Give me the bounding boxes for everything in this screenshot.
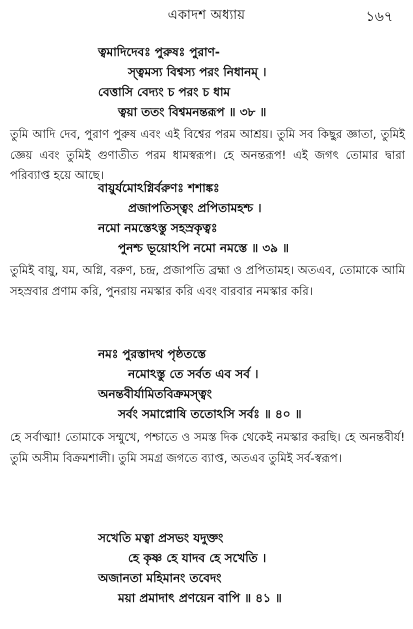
translation-39: তুমিই বায়ু, যম, অগ্নি, বরুণ, চন্দ্র, প্রজাপতি ব্রহ্মা ও প্রপিতামহ। অতএব, তোমাকে আমি সহস্রবার প্রণাম করি, পুনরায় নমস্কার করি এবং বারবার নমস্কার করি। (10, 263, 405, 298)
verse-line: বায়ুর্যমোঽগ্নির্বরুণঃ শশাঙ্কঃ (98, 181, 220, 195)
verse-39 (0, 178, 413, 258)
verse-line: সখেতি মত্বা প্রসভং যদুক্তং (98, 531, 224, 545)
chapter-title: একাদশ অধ্যায় (167, 8, 246, 23)
verse-line: ত্বয়া ততং বিশ্বমনন্তরূপ ॥ ৩৮ ॥ (118, 105, 267, 119)
verse-41 (0, 528, 413, 608)
verse-line: বেত্তাসি বেদ্যং চ পরং চ ধাম (98, 85, 231, 99)
translation-40: হে সর্বাত্মা! তোমাকে সম্মুখে, পশ্চাতে ও সমস্ত দিক থেকেই নমস্কার করছি। হে অনন্তবীর্য! তুমি অসীম বিক্রমশালী। তুমি সমগ্র জগতে ব্যাপ্ত, অতএব তুমিই সর্ব-স্বরূপ। (10, 430, 405, 465)
verse-line: অনন্তবীর্যামিতবিক্রমস্ত্বং (98, 387, 212, 401)
verse-line: নমো নমস্তেঽস্তু সহস্রকৃত্বঃ (98, 221, 218, 235)
verse-line: অজানতা মহিমানং তবেদং (98, 571, 222, 585)
verse-line: স্ত্বমস্য বিশ্বস্য পরং নিধানম্ । (128, 65, 267, 79)
page-header (0, 6, 413, 26)
verse-line: নমঃ পুরস্তাদথ পৃষ্ঠতস্তে (98, 347, 206, 361)
verse-line: ময়া প্রমাদাৎ প্রণয়েন বাপি ॥ ৪১ ॥ (118, 591, 282, 605)
verse-line: সর্বং সমাপ্নোষি ততোঽসি সর্বঃ ॥ ৪০ ॥ (118, 407, 302, 421)
verse-40 (0, 344, 413, 424)
verse-line: পুনশ্চ ভূয়োঽপি নমো নমস্তে ॥ ৩৯ ॥ (118, 241, 289, 255)
page-number: ১৬৭ (365, 9, 393, 25)
translation-38: তুমি আদি দেব, পুরাণ পুরুষ এবং এই বিশ্বের পরম আশ্রয়। তুমি সব কিছুর জ্ঞাতা, তুমিই জ্ঞেয় এবং তুমিই গুণাতীত পরম ধামস্বরূপ। হে অনন্তরূপ! এই জগৎ তোমার দ্বারা পরিব্যাপ্ত হয়ে আছে। (10, 127, 405, 182)
verse-line: নমোঽস্তু তে সর্বত এব সর্ব । (128, 367, 259, 381)
verse-line: ত্বমাদিদেবঃ পুরুষঃ পুরাণ- (98, 45, 220, 59)
verse-38 (0, 42, 413, 122)
verse-line: হে কৃষ্ণ হে যাদব হে সখেতি । (128, 551, 267, 565)
verse-line: প্রজাপতিস্ত্বং প্রপিতামহশ্চ । (128, 201, 262, 215)
